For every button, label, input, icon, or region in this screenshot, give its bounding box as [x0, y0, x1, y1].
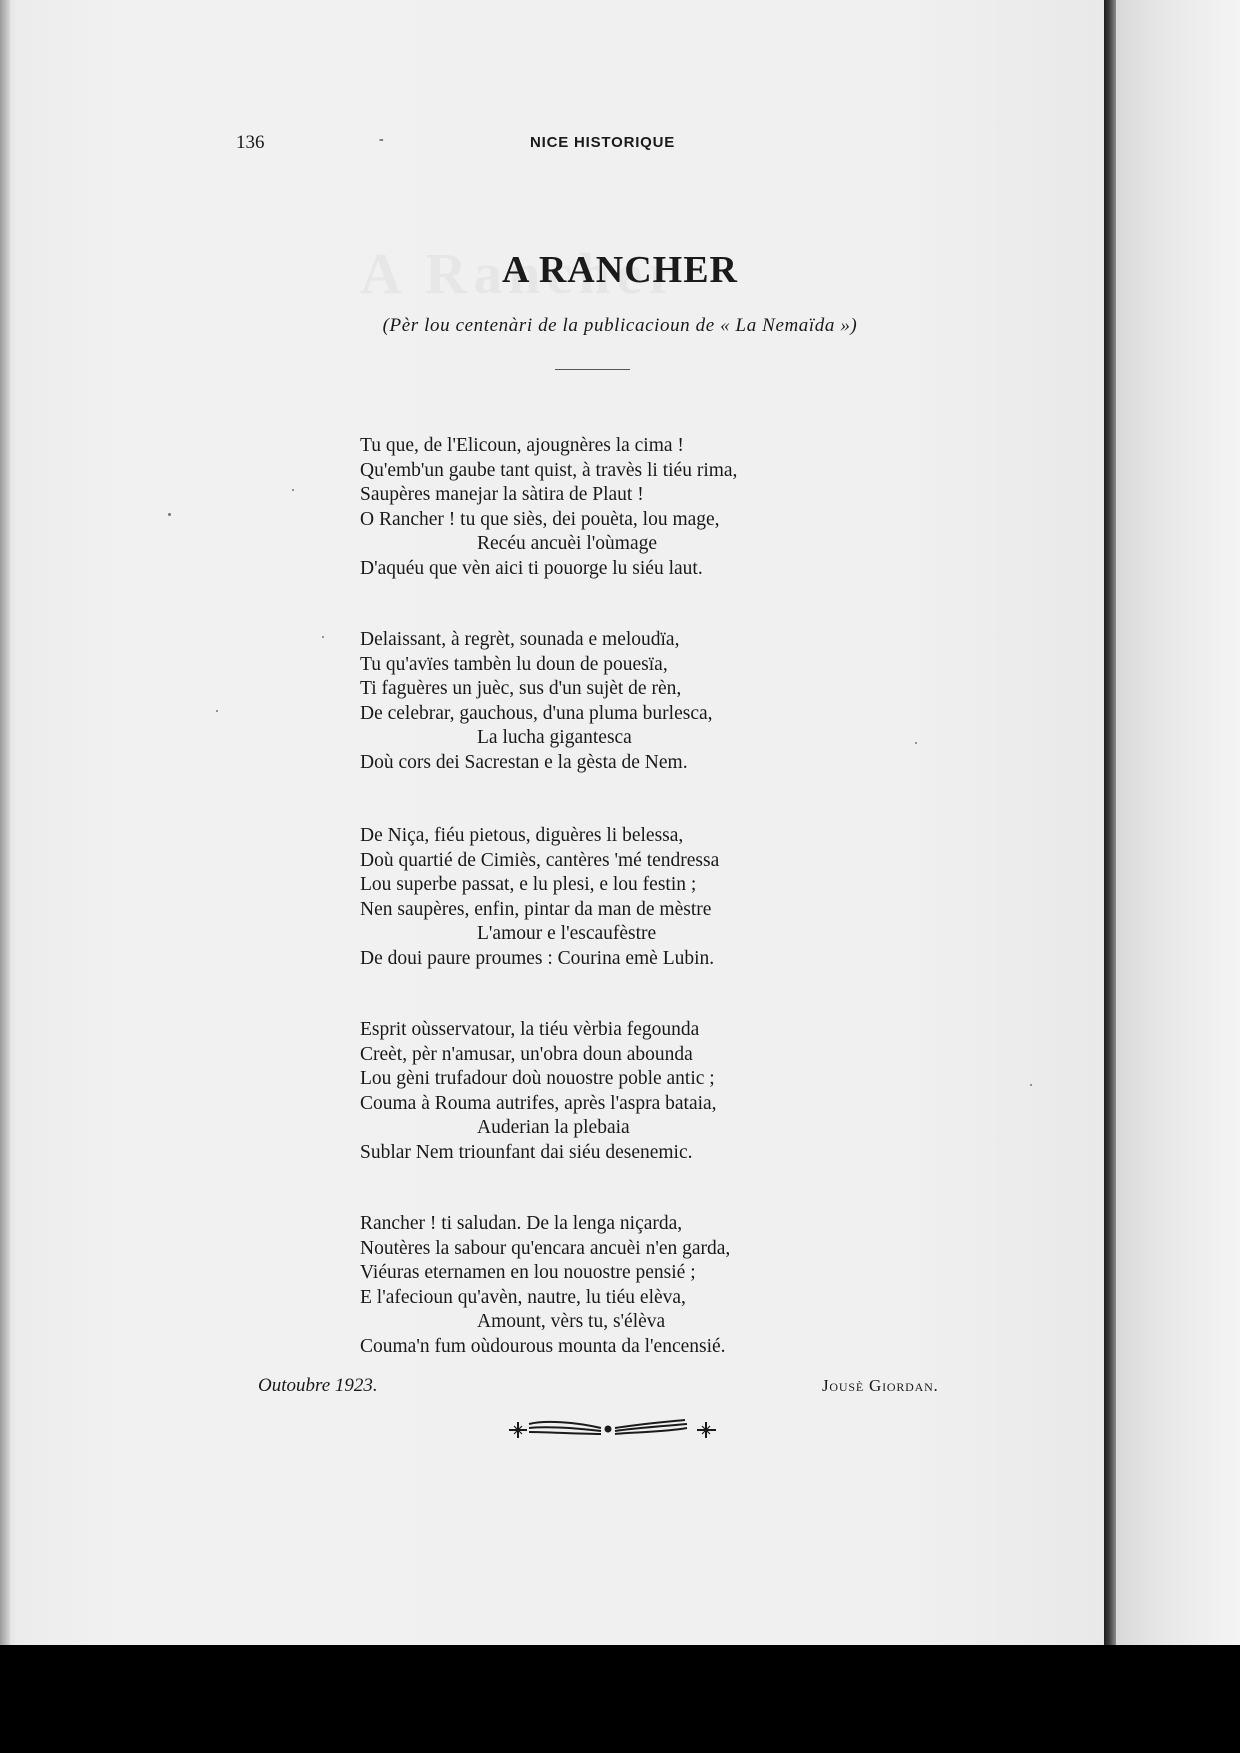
scan-bottom-band: [0, 1645, 1240, 1753]
poem-date: Outoubre 1923.: [258, 1375, 378, 1396]
header-dash: -: [379, 132, 384, 147]
page-number: 136: [236, 132, 265, 153]
verse-line: Lou superbe passat, e lu plesi, e lou festin ;: [360, 874, 697, 896]
verse-line-short: La lucha gigantesca: [477, 727, 632, 749]
verse-line: Sublar Nem triounfant dai siéu desenemic.: [360, 1141, 693, 1163]
verse-line: Lou gèni trufadour doù nouostre poble antic ;: [360, 1068, 715, 1090]
title-rule: [555, 369, 630, 370]
poem-author: Jousè Giordan.: [822, 1376, 939, 1395]
stanza-3: [360, 824, 880, 972]
verse-line: Couma'n fum oùdourous mounta da l'encensié.: [360, 1335, 726, 1357]
ornament-icon: [505, 1412, 720, 1444]
stanza-1: [360, 434, 880, 582]
verse-line: Noutères la sabour qu'encara ancuèi n'en garda,: [360, 1237, 731, 1259]
verse-line: Tu que, de l'Elicoun, ajougnères la cima !: [360, 435, 684, 456]
verse-line-short: Recéu ancuèi l'oùmage: [477, 533, 658, 555]
verse-line: Esprit oùsservatour, la tiéu vèrbia fegounda: [360, 1019, 700, 1040]
verse-line: De doui paure proumes : Courina emè Lubin.: [360, 947, 715, 969]
verse-line: Tu qu'avïes tambèn lu doun de pouesïa,: [360, 653, 668, 675]
poem-subtitle: (Pèr lou centenàri de la publicacioun de « La Nemaïda »): [382, 315, 858, 336]
verse-line: Nen saupères, enfin, pintar da man de mèstre: [360, 898, 712, 920]
verse-line: Creèt, pèr n'amusar, un'obra doun abounda: [360, 1043, 693, 1065]
verse-line: Ti faguères un juèc, sus d'un sujèt de rèn,: [360, 678, 682, 700]
verse-line: D'aquéu que vèn aici ti pouorge lu siéu laut.: [360, 557, 703, 579]
running-header: [0, 132, 1128, 154]
book-spine: [1104, 0, 1116, 1645]
verse-line: Couma à Rouma autrifes, après l'aspra bataia,: [360, 1092, 717, 1114]
stanza-2: [360, 628, 880, 776]
verse-line: De celebrar, gauchous, d'una pluma burlesca,: [360, 702, 713, 724]
verse-line: Qu'emb'un gaube tant quist, à travès li tiéu rima,: [360, 459, 738, 481]
page-left-edge: [0, 0, 10, 1645]
stanza-4: [360, 1018, 880, 1166]
verse-line: Saupères manejar la sàtira de Plaut !: [360, 484, 644, 506]
journal-title: NICE HISTORIQUE: [530, 134, 676, 151]
verse-line-short: Auderian la plebaia: [477, 1117, 630, 1139]
poem-title: A RANCHER: [502, 249, 738, 291]
verse-line: Doù quartié de Cimiès, cantères 'mé tendressa: [360, 849, 720, 871]
verse-line: Rancher ! ti saludan. De la lenga niçarda,: [360, 1213, 683, 1234]
verse-line: O Rancher ! tu que siès, dei pouèta, lou mage,: [360, 508, 720, 530]
verse-line: Viéuras eternamen en lou nouostre pensié ;: [360, 1262, 696, 1284]
verse-line: Delaissant, à regrèt, sounada e meloudïa,: [360, 629, 680, 650]
facing-page-edge: [1116, 0, 1240, 1645]
verse-line: E l'afecioun qu'avèn, nautre, lu tiéu elèva,: [360, 1286, 686, 1308]
verse-line-short: Amount, vèrs tu, s'élèva: [477, 1311, 666, 1333]
verse-line-short: L'amour e l'escaufèstre: [477, 923, 657, 945]
stanza-5: [360, 1212, 880, 1360]
verse-line: De Niça, fiéu pietous, diguères li belessa,: [360, 825, 684, 846]
verse-line: Doù cors dei Sacrestan e la gèsta de Nem.: [360, 751, 688, 773]
